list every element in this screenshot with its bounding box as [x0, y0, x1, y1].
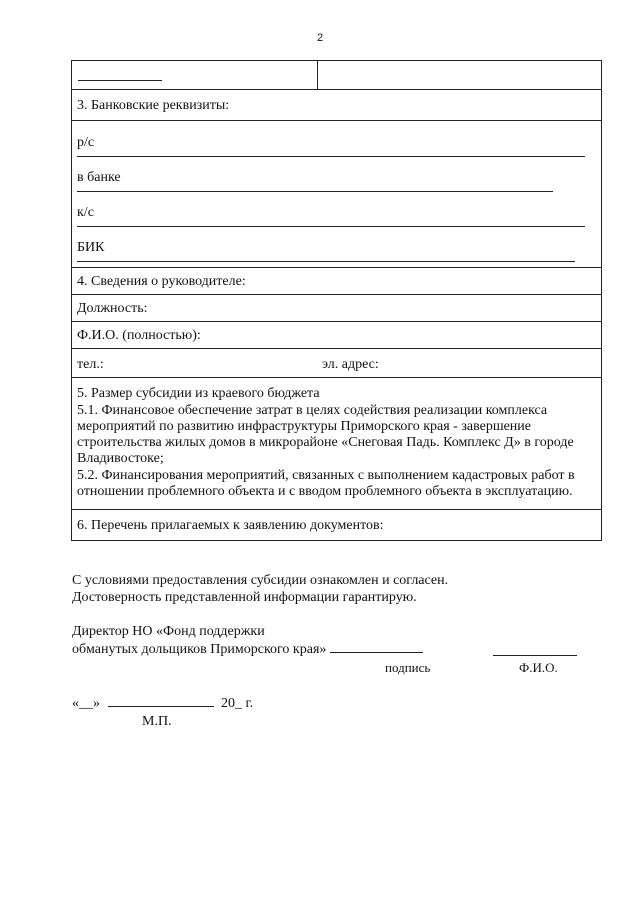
- ks-label: к/с: [77, 205, 94, 220]
- date-month-line[interactable]: [108, 694, 214, 707]
- page-number: 2: [316, 32, 324, 44]
- section-bank-title: 3. Банковские реквизиты:: [72, 90, 602, 121]
- name-caption: Ф.И.О.: [519, 660, 558, 675]
- contacts-cell: [72, 349, 602, 378]
- ks-field[interactable]: [77, 197, 596, 232]
- signatory-title-line-1: Директор НО «Фонд поддержки: [72, 624, 265, 639]
- phone-label[interactable]: тел.:: [77, 357, 104, 372]
- rs-label: р/с: [77, 135, 95, 150]
- field-cell-right[interactable]: [318, 61, 602, 90]
- agreement-line-1: С условиями предоставления субсидии ознакомлен и согласен.: [72, 573, 449, 588]
- section-head-title-row: [72, 268, 602, 295]
- section-subsidy-row: [72, 378, 602, 510]
- bank-name-line: [77, 191, 553, 192]
- subsidy-item-1: 5.1. Финансовое обеспечение затрат в целях содействия реализации комплекса мероприятий по развитию инфраструктуры Приморского края - завершение строительства жилых домов в микрорайоне «Снеговая Падь. Комплекс Д» в городе Владивостоке;: [77, 403, 574, 466]
- signature-line[interactable]: [330, 640, 423, 653]
- bik-field[interactable]: [77, 232, 596, 267]
- section-subsidy: [72, 378, 602, 510]
- bank-fields: [72, 121, 602, 268]
- form-row-previous: [72, 61, 602, 90]
- date-day[interactable]: «__»: [72, 696, 100, 711]
- fullname-label: Ф.И.О. (полностью):: [77, 328, 201, 343]
- section-bank-title-row: [72, 90, 602, 121]
- stamp-place-label: М.П.: [142, 714, 172, 729]
- section-documents-row: [72, 510, 602, 541]
- position-label: Должность:: [77, 301, 148, 316]
- date-year[interactable]: 20_ г.: [221, 696, 254, 711]
- date-row: [72, 694, 253, 712]
- bik-label: БИК: [77, 240, 105, 255]
- fullname-row: [72, 322, 602, 349]
- subsidy-item-2: 5.2. Финансирования мероприятий, связанных с выполнением кадастровых работ в отношении проблемного объекта и с вводом проблемного объекта в эксплуатацию.: [77, 468, 575, 499]
- signature-caption: подпись: [385, 660, 431, 675]
- bank-name-label: в банке: [77, 170, 121, 185]
- position-field[interactable]: [72, 295, 602, 322]
- field-cell-left[interactable]: [72, 61, 318, 90]
- agreement-block: [72, 572, 448, 606]
- bank-name-field[interactable]: [77, 162, 596, 197]
- name-line[interactable]: [493, 643, 577, 656]
- email-label[interactable]: эл. адрес:: [322, 357, 379, 372]
- application-form-table: [71, 60, 602, 541]
- agreement-line-2: Достоверность представленной информации гарантирую.: [72, 590, 417, 605]
- section-head-title-cell: [72, 268, 602, 295]
- section-head-title: 4. Сведения о руководителе:: [77, 274, 246, 289]
- subsidy-title: 5. Размер субсидии из краевого бюджета: [77, 386, 320, 401]
- fill-line: [78, 80, 162, 81]
- section-bank-fields-row: [72, 121, 602, 268]
- signatory-title-line-2: обманутых дольщиков Приморского края»: [72, 642, 327, 657]
- rs-line: [77, 156, 585, 157]
- rs-field[interactable]: [77, 127, 596, 162]
- ks-line: [77, 226, 585, 227]
- position-row: [72, 295, 602, 322]
- section-documents-title[interactable]: 6. Перечень прилагаемых к заявлению документов:: [72, 510, 602, 541]
- fullname-field[interactable]: [72, 322, 602, 349]
- signature-block: [72, 623, 423, 658]
- bik-line: [77, 261, 575, 262]
- contacts-row: [72, 349, 602, 378]
